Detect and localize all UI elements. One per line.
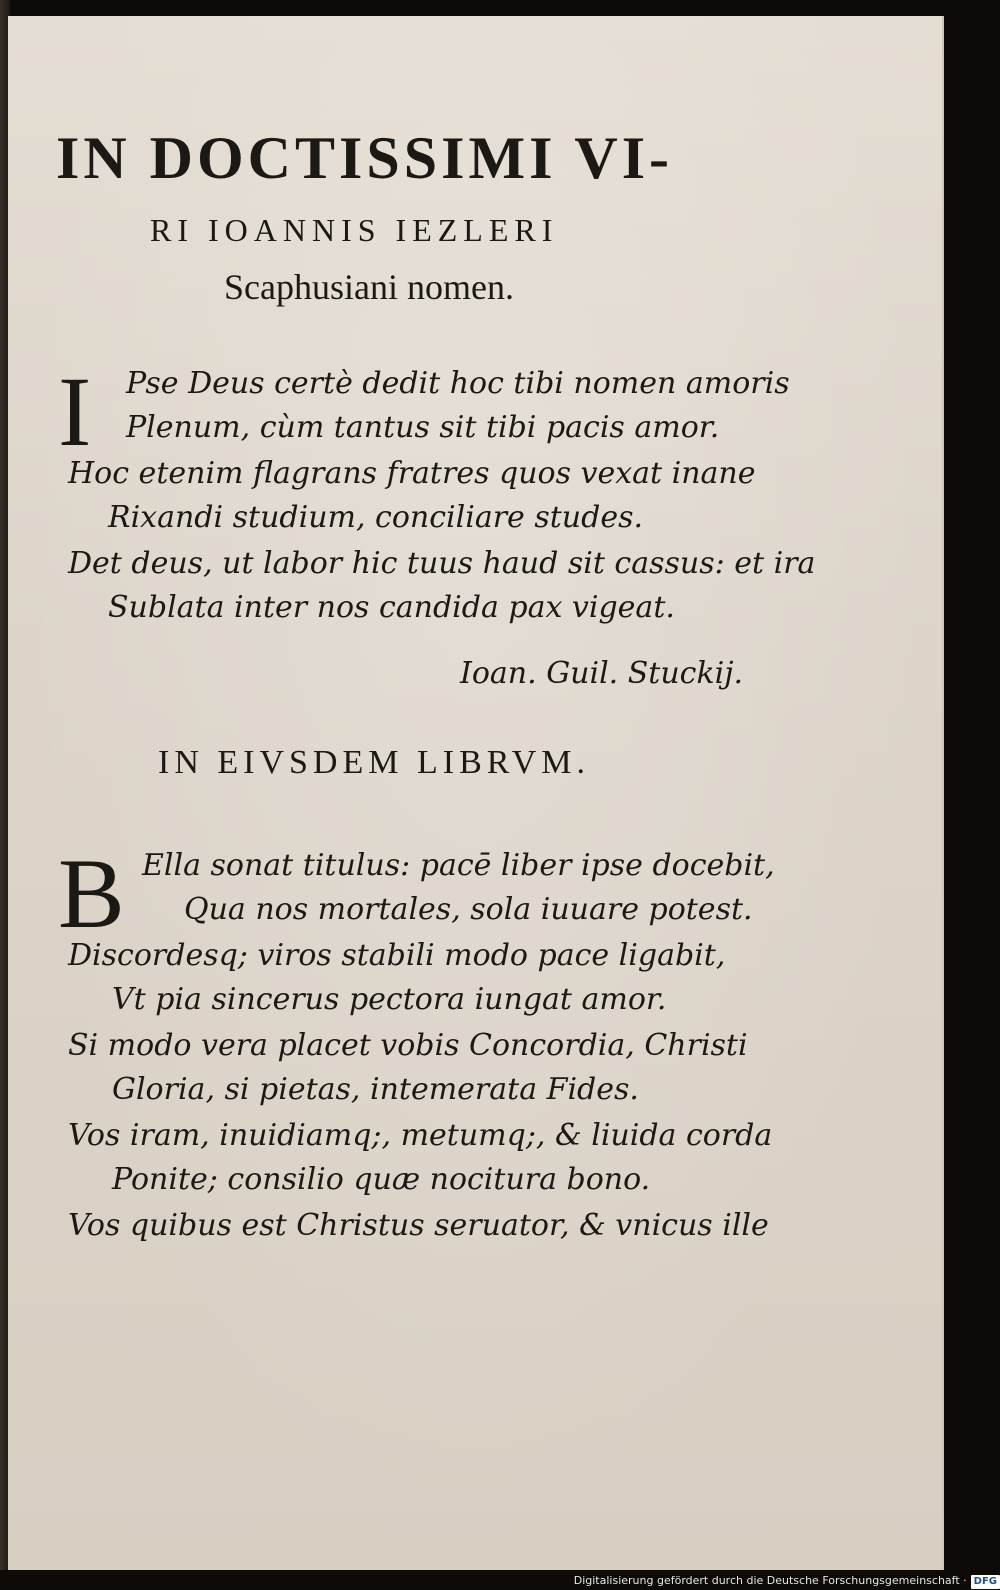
dropcap-i: I	[58, 356, 92, 467]
poem1-line-4: Rixandi studium, conciliare studes.	[108, 500, 644, 535]
poem2-line-6: Gloria, si pietas, intemerata Fides.	[112, 1072, 639, 1107]
poem2-line-9: Vos quibus est Christus seruator, & vnicus ille	[68, 1208, 769, 1243]
title-line-3: Scaphusiani nomen.	[224, 267, 514, 307]
page-text	[8, 16, 942, 1570]
poem1-line-6: Sublata inter nos candida pax vigeat.	[108, 590, 675, 625]
poem2-line-4: Vt pia sincerus pectora iungat amor.	[112, 982, 667, 1017]
paper-page	[8, 16, 944, 1570]
poem1-line-3: Hoc etenim flagrans fratres quos vexat inane	[68, 456, 756, 491]
poem1-line-2: Plenum, cùm tantus sit tibi pacis amor.	[126, 410, 720, 445]
poem2-line-3: Discordesq; viros stabili modo pace ligabit,	[68, 938, 726, 973]
credit-text: Digitalisierung gefördert durch die Deutsche Forschungsgemeinschaft ·	[573, 1574, 967, 1587]
signature: Ioan. Guil. Stuckij.	[460, 656, 744, 691]
section-heading: IN EIVSDEM LIBRVM.	[158, 744, 590, 781]
title-line-2: RI IOANNIS IEZLERI	[150, 212, 559, 248]
poem2-line-7: Vos iram, inuidiamq;, metumq;, & liuida corda	[68, 1118, 773, 1153]
poem2-line-5: Si modo vera placet vobis Concordia, Christi	[68, 1028, 748, 1063]
poem2-line-1: Ella sonat titulus: pacē liber ipse docebit,	[142, 848, 775, 883]
digitization-credit	[560, 1572, 1000, 1590]
poem2-line-8: Ponite; consilio quæ nocitura bono.	[112, 1162, 651, 1197]
dfg-logo: DFG	[971, 1575, 1000, 1589]
poem2-line-2: Qua nos mortales, sola iuuare potest.	[184, 892, 753, 927]
dropcap-b: B	[58, 838, 125, 949]
poem1-line-1: Pse Deus certè dedit hoc tibi nomen amoris	[126, 366, 790, 401]
poem1-line-5: Det deus, ut labor hic tuus haud sit cassus: et ira	[68, 546, 816, 581]
title-line-1: IN DOCTISSIMI VI-	[56, 125, 674, 191]
